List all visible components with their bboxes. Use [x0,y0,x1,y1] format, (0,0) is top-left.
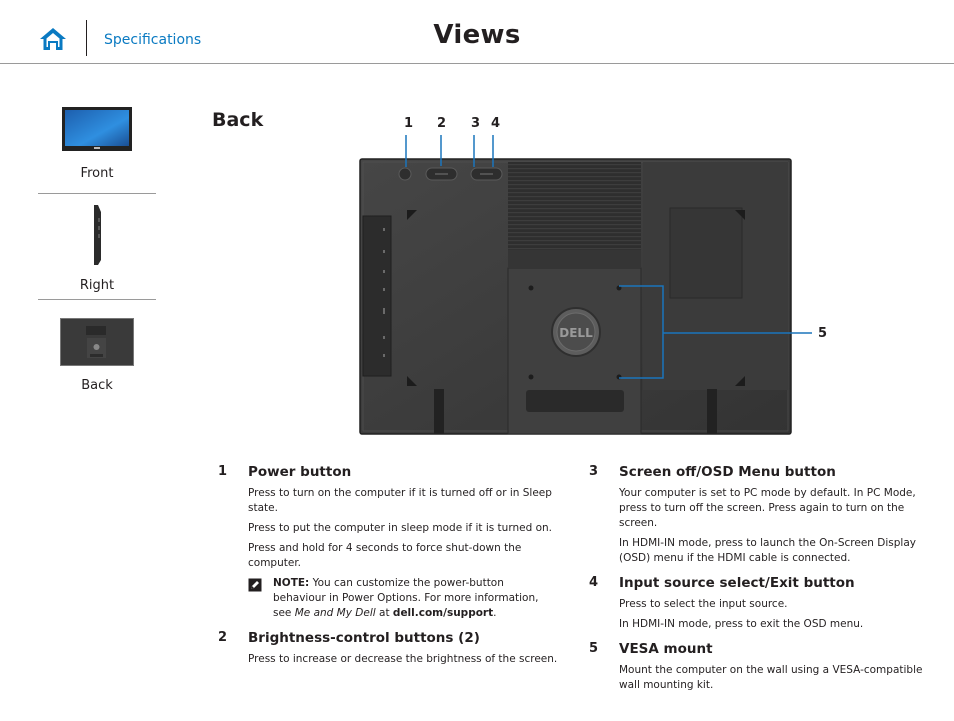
computer-back-view-image [355,120,835,440]
item-title: VESA mount [619,641,713,657]
item-text: In HDMI-IN mode, press to launch the On-Screen Display (OSD) menu if the HDMI cable is connected. [619,537,916,564]
thumb-caption: Back [81,378,113,393]
callout-number: 2 [437,116,447,131]
support-link[interactable]: dell.com/support [392,607,494,619]
note-text: at [375,607,393,619]
note-text: You can customize the power-button behaviour in Power Options. For more information, see [273,577,539,619]
section-title: Back [212,109,264,131]
list-item-input-source [589,574,934,632]
dell-logo: DELL [559,326,593,340]
item-number: 1 [218,464,228,479]
note-italic: Me and My Dell [294,607,376,619]
item-text: Press to turn on the computer if it is turned off or in Sleep state. [248,487,552,514]
item-text: In HDMI-IN mode, press to exit the OSD menu. [619,618,864,630]
item-number: 5 [589,641,599,656]
item-text: Mount the computer on the wall using a VESA-compatible wall mounting kit. [619,664,923,691]
thumb-right[interactable] [38,194,156,299]
callout-number: 3 [471,116,481,131]
list-item-power-button [218,463,558,621]
thumb-caption: Right [79,278,115,293]
view-thumbnail-nav [38,100,156,400]
page-title: Views [433,20,521,50]
note-block [248,576,558,621]
right-view-thumbnail [91,204,103,266]
item-text: Press to put the computer in sleep mode if it is turned on. [248,522,552,534]
item-title: Brightness-control buttons (2) [248,630,480,646]
page-header [0,0,954,64]
list-item-vesa-mount [589,640,934,693]
callout-number: 5 [818,326,828,341]
item-title: Screen off/OSD Menu button [619,464,836,480]
front-view-thumbnail [61,106,133,154]
item-text: Press and hold for 4 seconds to force shut-down the computer. [248,542,522,569]
item-title: Input source select/Exit button [619,575,855,591]
item-number: 3 [589,464,599,479]
thumb-front[interactable] [38,100,156,193]
note-text: . [493,607,497,619]
item-text: Your computer is set to PC mode by default. In PC Mode, press to turn off the screen. Press again to turn on the screen. [619,487,916,529]
thumb-back[interactable] [38,300,156,400]
callout-number: 4 [491,116,501,131]
note-pencil-icon [248,578,262,592]
list-item-screen-off-osd [589,463,934,566]
description-column-right [589,463,934,701]
list-item-brightness-buttons [218,629,558,667]
callout-number: 1 [404,116,414,131]
thumb-caption: Front [80,166,114,181]
back-view-thumbnail [60,318,134,366]
item-text: Press to select the input source. [619,598,788,610]
description-column-left [218,463,558,675]
item-title: Power button [248,464,352,480]
breadcrumb-specifications[interactable]: Specifications [104,32,202,48]
item-number: 2 [218,630,228,645]
item-number: 4 [589,575,599,590]
item-text: Press to increase or decrease the brightness of the screen. [248,653,558,665]
note-label: NOTE: [273,577,310,589]
